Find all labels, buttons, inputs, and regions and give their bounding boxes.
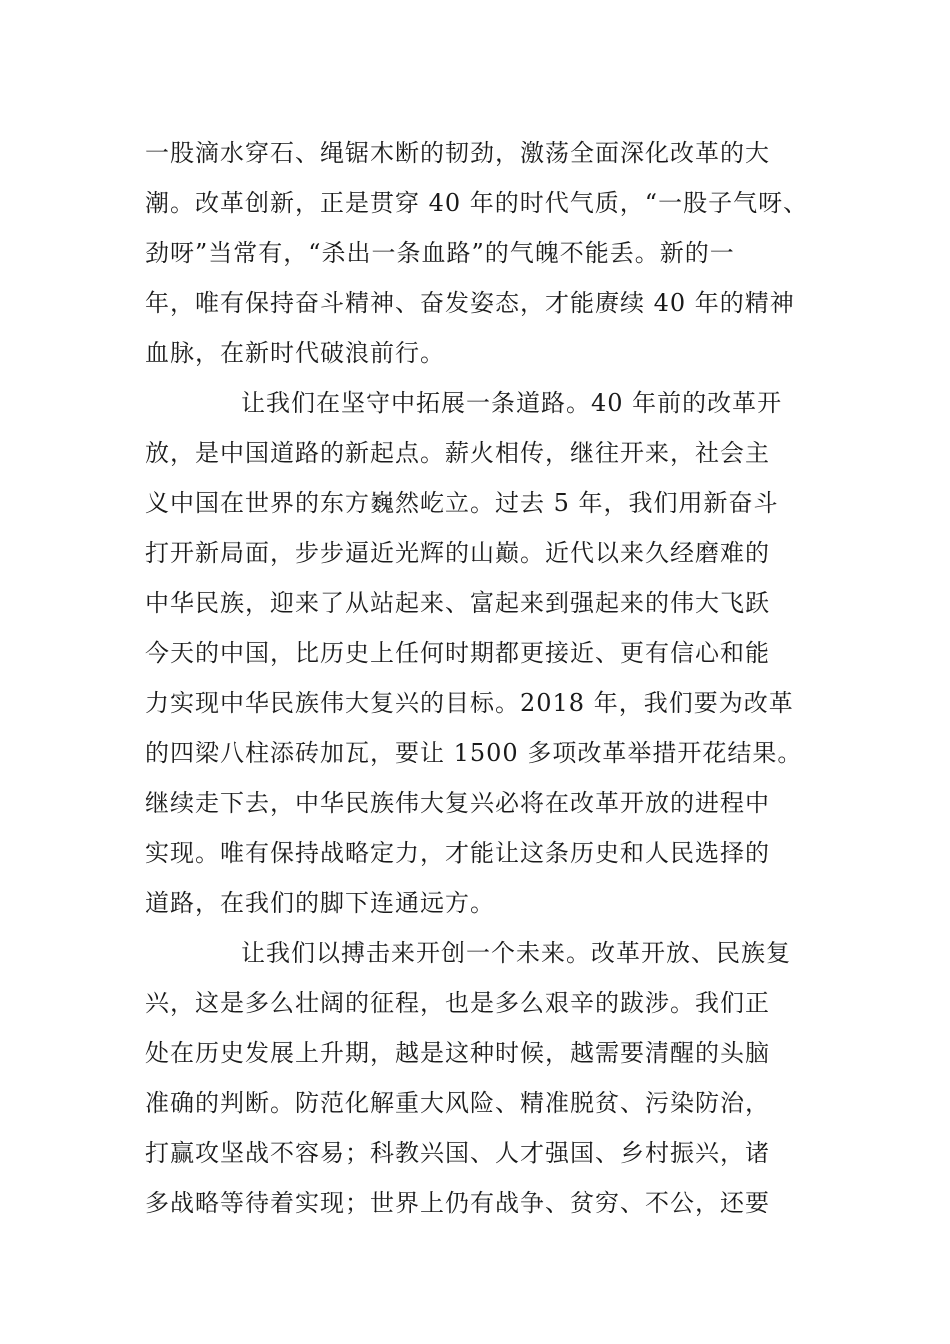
text-line: 让我们在坚守中拓展一条道路。40 年前的改革开 — [241, 389, 783, 417]
text-line: 今天的中国，比历史上任何时期都更接近、更有信心和能 — [145, 639, 770, 667]
paragraph-3 — [145, 928, 825, 1228]
text-line: 劲呀”当常有，“杀出一条血路”的气魄不能丢。新的一 — [145, 239, 735, 267]
text-line: 继续走下去，中华民族伟大复兴必将在改革开放的进程中 — [145, 789, 770, 817]
text-line: 实现。唯有保持战略定力，才能让这条历史和人民选择的 — [145, 839, 770, 867]
text-line: 多战略等待着实现；世界上仍有战争、贫穷、不公，还要 — [145, 1189, 770, 1217]
text-line: 让我们以搏击来开创一个未来。改革开放、民族复 — [241, 939, 791, 967]
text-line: 潮。改革创新，正是贯穿 40 年的时代气质，“一股子气呀、 — [145, 189, 809, 217]
text-line: 力实现中华民族伟大复兴的目标。2018 年，我们要为改革 — [145, 689, 794, 717]
paragraph-1 — [145, 128, 825, 378]
text-line: 中华民族，迎来了从站起来、富起来到强起来的伟大飞跃 — [145, 589, 770, 617]
text-line: 年，唯有保持奋斗精神、奋发姿态，才能赓续 40 年的精神 — [145, 289, 795, 317]
text-line: 处在历史发展上升期，越是这种时候，越需要清醒的头脑 — [145, 1039, 770, 1067]
paragraph-2 — [145, 378, 825, 928]
text-line: 放，是中国道路的新起点。薪火相传，继往开来，社会主 — [145, 439, 770, 467]
text-line: 道路，在我们的脚下连通远方。 — [145, 889, 495, 917]
text-line: 的四梁八柱添砖加瓦，要让 1500 多项改革举措开花结果。 — [145, 739, 803, 767]
body-text — [145, 128, 825, 1228]
text-line: 兴，这是多么壮阔的征程，也是多么艰辛的跋涉。我们正 — [145, 989, 770, 1017]
text-line: 准确的判断。防范化解重大风险、精准脱贫、污染防治， — [145, 1089, 770, 1117]
text-line: 打赢攻坚战不容易；科教兴国、人才强国、乡村振兴，诸 — [145, 1139, 770, 1167]
text-line: 血脉，在新时代破浪前行。 — [145, 339, 445, 367]
text-line: 打开新局面，步步逼近光辉的山巅。近代以来久经磨难的 — [145, 539, 770, 567]
text-line: 一股滴水穿石、绳锯木断的韧劲，激荡全面深化改革的大 — [145, 139, 770, 167]
text-line: 义中国在世界的东方巍然屹立。过去 5 年，我们用新奋斗 — [145, 489, 779, 517]
